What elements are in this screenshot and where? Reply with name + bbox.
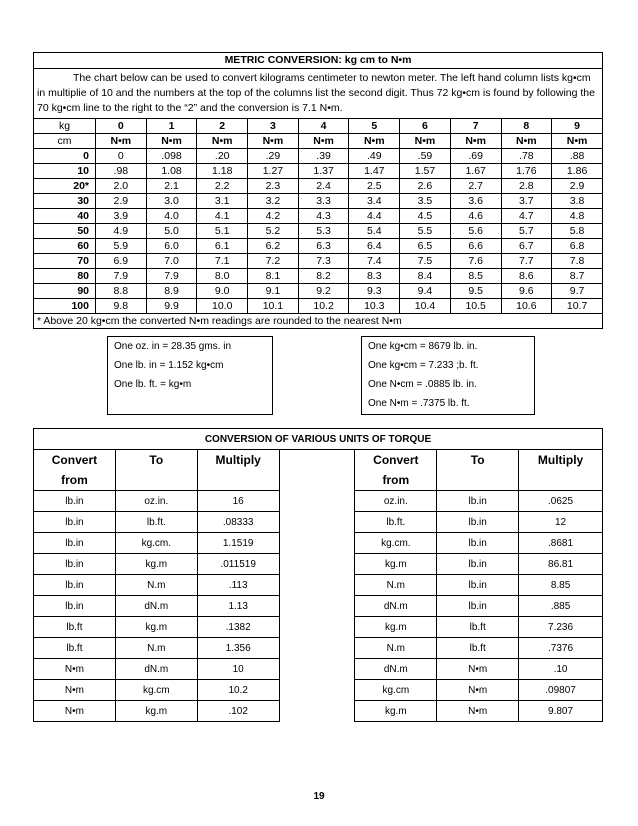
table-cell: 3.5 bbox=[400, 194, 451, 209]
table-cell: 10.2 bbox=[298, 299, 349, 314]
table-cell: 8.1 bbox=[248, 269, 299, 284]
conversion-box-left bbox=[107, 336, 273, 415]
table-row bbox=[34, 164, 603, 179]
table-cell: 7.3 bbox=[298, 254, 349, 269]
column-digit: 9 bbox=[552, 119, 603, 134]
table-cell: 3.0 bbox=[146, 194, 197, 209]
table-cell: 10 bbox=[197, 659, 279, 680]
table-cell: .011519 bbox=[197, 554, 279, 575]
column-unit: N•m bbox=[400, 134, 451, 149]
table-row bbox=[34, 299, 603, 314]
table-cell: kg.m bbox=[355, 617, 437, 638]
column-digit: 4 bbox=[298, 119, 349, 134]
header-convert-from: Convert from bbox=[34, 450, 116, 491]
table-cell: 8.9 bbox=[146, 284, 197, 299]
table-cell: .113 bbox=[197, 575, 279, 596]
table-cell: dN.m bbox=[355, 596, 437, 617]
table-cell: 6.6 bbox=[450, 239, 501, 254]
table-cell: 5.5 bbox=[400, 224, 451, 239]
header-multiply-right: Multiply bbox=[519, 450, 603, 491]
table-cell: .29 bbox=[248, 149, 299, 164]
table-cell: lb.in bbox=[34, 533, 116, 554]
table-cell: 3.4 bbox=[349, 194, 400, 209]
table-cell: 2.6 bbox=[400, 179, 451, 194]
table-cell: 8.8 bbox=[96, 284, 147, 299]
table-cell: 1.18 bbox=[197, 164, 248, 179]
row-label: 80 bbox=[34, 269, 96, 284]
column-digit: 7 bbox=[450, 119, 501, 134]
table-cell: lb.ft. bbox=[355, 512, 437, 533]
table-cell: 1.27 bbox=[248, 164, 299, 179]
table-cell: N•m bbox=[34, 701, 116, 722]
table-cell: lb.in bbox=[437, 554, 519, 575]
table-cell: 10.5 bbox=[450, 299, 501, 314]
table-cell: lb.ft bbox=[437, 617, 519, 638]
table-cell: 10.4 bbox=[400, 299, 451, 314]
table-cell: 4.5 bbox=[400, 209, 451, 224]
table-cell: 6.3 bbox=[298, 239, 349, 254]
conversion-line: One N•cm = .0885 lb. in. bbox=[368, 379, 477, 390]
metric-description bbox=[34, 69, 603, 119]
table-cell: .10 bbox=[519, 659, 603, 680]
table-cell: 6.2 bbox=[248, 239, 299, 254]
metric-description-text: The chart below can be used to convert kilograms centimeter to newton meter. The left hand column lists kg•cm in multiplie of 10 and the numbers at the top of the columns list the second digit. Thus 72 kg•cm is found by following the 70 kg•cm line to the right to the “2” and the conversion is 7.1 N•m. bbox=[37, 72, 595, 114]
table-cell: 7.8 bbox=[552, 254, 603, 269]
table-cell: 4.8 bbox=[552, 209, 603, 224]
table-cell: 1.08 bbox=[146, 164, 197, 179]
table-cell: 7.7 bbox=[501, 254, 552, 269]
table-cell: lb.ft bbox=[437, 638, 519, 659]
kg-label: kg bbox=[34, 119, 96, 134]
row-label: 60 bbox=[34, 239, 96, 254]
table-cell: lb.ft bbox=[34, 638, 116, 659]
table-cell: 2.3 bbox=[248, 179, 299, 194]
table-cell: 8.0 bbox=[197, 269, 248, 284]
table-cell: 1.76 bbox=[501, 164, 552, 179]
table-cell: lb.in bbox=[34, 575, 116, 596]
table-cell: .7376 bbox=[519, 638, 603, 659]
table-cell: 4.7 bbox=[501, 209, 552, 224]
column-unit: N•m bbox=[96, 134, 147, 149]
table-cell: 10.6 bbox=[501, 299, 552, 314]
cm-label: cm bbox=[34, 134, 96, 149]
table-cell: kg.m bbox=[355, 701, 437, 722]
table-cell: 3.2 bbox=[248, 194, 299, 209]
table-cell: 4.3 bbox=[298, 209, 349, 224]
table-cell: lb.in bbox=[34, 491, 116, 512]
table-cell: 7.4 bbox=[349, 254, 400, 269]
table-cell: lb.in bbox=[437, 575, 519, 596]
table-gap bbox=[279, 450, 355, 722]
header-multiply: Multiply bbox=[197, 450, 279, 491]
table-cell: 5.4 bbox=[349, 224, 400, 239]
table-cell: 6.9 bbox=[96, 254, 147, 269]
table-cell: 3.6 bbox=[450, 194, 501, 209]
table-cell: 4.6 bbox=[450, 209, 501, 224]
table-cell: 2.4 bbox=[298, 179, 349, 194]
table-cell: 3.3 bbox=[298, 194, 349, 209]
table-cell: 8.85 bbox=[519, 575, 603, 596]
table-cell: 7.1 bbox=[197, 254, 248, 269]
column-unit: N•m bbox=[146, 134, 197, 149]
table-row bbox=[34, 149, 603, 164]
table-cell: 12 bbox=[519, 512, 603, 533]
table-cell: lb.in bbox=[34, 512, 116, 533]
column-digit: 8 bbox=[501, 119, 552, 134]
table-cell: N.m bbox=[115, 575, 197, 596]
table-cell: 10.7 bbox=[552, 299, 603, 314]
row-label: 90 bbox=[34, 284, 96, 299]
table-cell: .88 bbox=[552, 149, 603, 164]
table-cell: N.m bbox=[355, 638, 437, 659]
table-cell: 2.8 bbox=[501, 179, 552, 194]
table-cell: 1.47 bbox=[349, 164, 400, 179]
column-unit: N•m bbox=[501, 134, 552, 149]
row-label: 10 bbox=[34, 164, 96, 179]
table-cell: 2.2 bbox=[197, 179, 248, 194]
table-cell: N•m bbox=[34, 659, 116, 680]
conversion-line: One lb. in = 1.152 kg•cm bbox=[114, 360, 224, 371]
table-cell: 4.1 bbox=[197, 209, 248, 224]
column-digit: 2 bbox=[197, 119, 248, 134]
table-cell: 5.7 bbox=[501, 224, 552, 239]
table-cell: 3.1 bbox=[197, 194, 248, 209]
table-cell: .39 bbox=[298, 149, 349, 164]
table-cell: kg.cm. bbox=[115, 533, 197, 554]
page-number: 19 bbox=[313, 791, 325, 802]
table-cell: 1.57 bbox=[400, 164, 451, 179]
table-cell: 9.4 bbox=[400, 284, 451, 299]
table-cell: 7.236 bbox=[519, 617, 603, 638]
table-cell: 5.6 bbox=[450, 224, 501, 239]
table-cell: 9.807 bbox=[519, 701, 603, 722]
row-label: 30 bbox=[34, 194, 96, 209]
table-cell: .08333 bbox=[197, 512, 279, 533]
table-cell: 8.6 bbox=[501, 269, 552, 284]
table-row bbox=[34, 224, 603, 239]
table-cell: 4.0 bbox=[146, 209, 197, 224]
table-cell: lb.ft bbox=[34, 617, 116, 638]
column-unit: N•m bbox=[450, 134, 501, 149]
table-cell: 8.4 bbox=[400, 269, 451, 284]
table-cell: kg.m bbox=[115, 701, 197, 722]
table-cell: 4.4 bbox=[349, 209, 400, 224]
table-cell: kg.cm bbox=[115, 680, 197, 701]
table-cell: 1.86 bbox=[552, 164, 603, 179]
table-row bbox=[34, 284, 603, 299]
table-cell: 6.8 bbox=[552, 239, 603, 254]
table-cell: .098 bbox=[146, 149, 197, 164]
table-cell: 10.0 bbox=[197, 299, 248, 314]
table-cell: kg.m bbox=[115, 554, 197, 575]
table-cell: .8681 bbox=[519, 533, 603, 554]
table-cell: 2.1 bbox=[146, 179, 197, 194]
conversion-line: One kg•cm = 8679 lb. in. bbox=[368, 341, 478, 352]
table-cell: lb.ft. bbox=[115, 512, 197, 533]
table-cell: 9.6 bbox=[501, 284, 552, 299]
table-cell: kg.cm bbox=[355, 680, 437, 701]
table-cell: 3.7 bbox=[501, 194, 552, 209]
conversion-box-right bbox=[361, 336, 535, 415]
table-cell: lb.in bbox=[34, 554, 116, 575]
table-cell: .102 bbox=[197, 701, 279, 722]
table-cell: 7.0 bbox=[146, 254, 197, 269]
header-to: To bbox=[115, 450, 197, 491]
table-cell: 10.3 bbox=[349, 299, 400, 314]
table-cell: 5.8 bbox=[552, 224, 603, 239]
footnote: * Above 20 kg•cm the converted N•m readings are rounded to the nearest N•m bbox=[34, 314, 603, 329]
table-cell: 1.1519 bbox=[197, 533, 279, 554]
table-cell: 3.8 bbox=[552, 194, 603, 209]
table-cell: N.m bbox=[355, 575, 437, 596]
table-cell: 1.356 bbox=[197, 638, 279, 659]
table-cell: 8.2 bbox=[298, 269, 349, 284]
table-cell: 9.2 bbox=[298, 284, 349, 299]
table-cell: 10.1 bbox=[248, 299, 299, 314]
table-cell: 16 bbox=[197, 491, 279, 512]
column-unit: N•m bbox=[552, 134, 603, 149]
table-cell: .78 bbox=[501, 149, 552, 164]
column-unit: N•m bbox=[248, 134, 299, 149]
table-cell: 7.5 bbox=[400, 254, 451, 269]
table-cell: 7.9 bbox=[96, 269, 147, 284]
table-cell: 5.3 bbox=[298, 224, 349, 239]
table-cell: 6.1 bbox=[197, 239, 248, 254]
table-cell: 9.3 bbox=[349, 284, 400, 299]
conversion-line: One kg•cm = 7.233 ;b. ft. bbox=[368, 360, 479, 371]
row-label: 20* bbox=[34, 179, 96, 194]
torque-conversion-table bbox=[33, 428, 603, 722]
table-cell: N•m bbox=[34, 680, 116, 701]
table-cell: 1.67 bbox=[450, 164, 501, 179]
table-cell: dN.m bbox=[115, 596, 197, 617]
table-cell: lb.in bbox=[437, 533, 519, 554]
table-cell: N•m bbox=[437, 680, 519, 701]
table-cell: 6.0 bbox=[146, 239, 197, 254]
table-cell: 7.6 bbox=[450, 254, 501, 269]
column-unit: N•m bbox=[349, 134, 400, 149]
table-cell: 4.9 bbox=[96, 224, 147, 239]
table-row bbox=[34, 269, 603, 284]
table-row bbox=[34, 254, 603, 269]
row-label: 50 bbox=[34, 224, 96, 239]
table-cell: 3.9 bbox=[96, 209, 147, 224]
table-cell: lb.in bbox=[437, 512, 519, 533]
table-cell: oz.in. bbox=[115, 491, 197, 512]
table-cell: 4.2 bbox=[248, 209, 299, 224]
metric-conversion-table bbox=[33, 52, 603, 329]
table-cell: N•m bbox=[437, 701, 519, 722]
header-to-right: To bbox=[437, 450, 519, 491]
table-cell: kg.m bbox=[115, 617, 197, 638]
column-digit: 0 bbox=[96, 119, 147, 134]
table-cell: 0 bbox=[96, 149, 147, 164]
table-cell: dN.m bbox=[355, 659, 437, 680]
table-cell: 9.8 bbox=[96, 299, 147, 314]
table-cell: 2.9 bbox=[552, 179, 603, 194]
table-cell: 2.9 bbox=[96, 194, 147, 209]
column-digit: 1 bbox=[146, 119, 197, 134]
table-cell: kg.m bbox=[355, 554, 437, 575]
table-cell: .20 bbox=[197, 149, 248, 164]
table-cell: 7.9 bbox=[146, 269, 197, 284]
table-row bbox=[34, 209, 603, 224]
table-cell: 1.37 bbox=[298, 164, 349, 179]
table-row bbox=[34, 239, 603, 254]
table-cell: 9.0 bbox=[197, 284, 248, 299]
table-row bbox=[34, 194, 603, 209]
table-cell: .59 bbox=[400, 149, 451, 164]
table-cell: N.m bbox=[115, 638, 197, 659]
conversion-line: One lb. ft. = kg•m bbox=[114, 379, 192, 390]
table-cell: N•m bbox=[437, 659, 519, 680]
table-cell: 5.9 bbox=[96, 239, 147, 254]
table-cell: 6.5 bbox=[400, 239, 451, 254]
table-cell: 8.5 bbox=[450, 269, 501, 284]
table-cell: 5.1 bbox=[197, 224, 248, 239]
table-cell: .69 bbox=[450, 149, 501, 164]
table-cell: .49 bbox=[349, 149, 400, 164]
table-cell: 9.9 bbox=[146, 299, 197, 314]
table-cell: .98 bbox=[96, 164, 147, 179]
conversion-line: One N•m = .7375 lb. ft. bbox=[368, 398, 470, 409]
table-cell: lb.in bbox=[437, 596, 519, 617]
table-cell: 9.7 bbox=[552, 284, 603, 299]
column-unit: N•m bbox=[197, 134, 248, 149]
table-cell: 6.4 bbox=[349, 239, 400, 254]
column-digit: 5 bbox=[349, 119, 400, 134]
table-cell: 5.0 bbox=[146, 224, 197, 239]
table-cell: 2.5 bbox=[349, 179, 400, 194]
table-cell: 6.7 bbox=[501, 239, 552, 254]
table-cell: 10.2 bbox=[197, 680, 279, 701]
column-digit: 6 bbox=[400, 119, 451, 134]
table-cell: 2.7 bbox=[450, 179, 501, 194]
table-cell: 5.2 bbox=[248, 224, 299, 239]
table-cell: lb.in bbox=[34, 596, 116, 617]
table-cell: lb.in bbox=[437, 491, 519, 512]
table-cell: .0625 bbox=[519, 491, 603, 512]
row-label: 100 bbox=[34, 299, 96, 314]
table-row bbox=[34, 179, 603, 194]
table-cell: 2.0 bbox=[96, 179, 147, 194]
table-cell: 7.2 bbox=[248, 254, 299, 269]
table-cell: 86.81 bbox=[519, 554, 603, 575]
row-label: 70 bbox=[34, 254, 96, 269]
table-cell: 8.7 bbox=[552, 269, 603, 284]
table-cell: 9.1 bbox=[248, 284, 299, 299]
header-convert-from-right: Convert from bbox=[355, 450, 437, 491]
torque-title: CONVERSION OF VARIOUS UNITS OF TORQUE bbox=[34, 429, 603, 450]
conversion-line: One oz. in = 28.35 gms. in bbox=[114, 341, 232, 352]
table-cell: 8.3 bbox=[349, 269, 400, 284]
column-digit: 3 bbox=[248, 119, 299, 134]
table-cell: .885 bbox=[519, 596, 603, 617]
table-cell: oz.in. bbox=[355, 491, 437, 512]
metric-title: METRIC CONVERSION: kg cm to N•m bbox=[34, 53, 603, 69]
row-label: 0 bbox=[34, 149, 96, 164]
table-cell: .1382 bbox=[197, 617, 279, 638]
column-unit: N•m bbox=[298, 134, 349, 149]
table-cell: 9.5 bbox=[450, 284, 501, 299]
row-label: 40 bbox=[34, 209, 96, 224]
table-cell: dN.m bbox=[115, 659, 197, 680]
table-cell: .09807 bbox=[519, 680, 603, 701]
table-cell: kg.cm. bbox=[355, 533, 437, 554]
table-cell: 1.13 bbox=[197, 596, 279, 617]
